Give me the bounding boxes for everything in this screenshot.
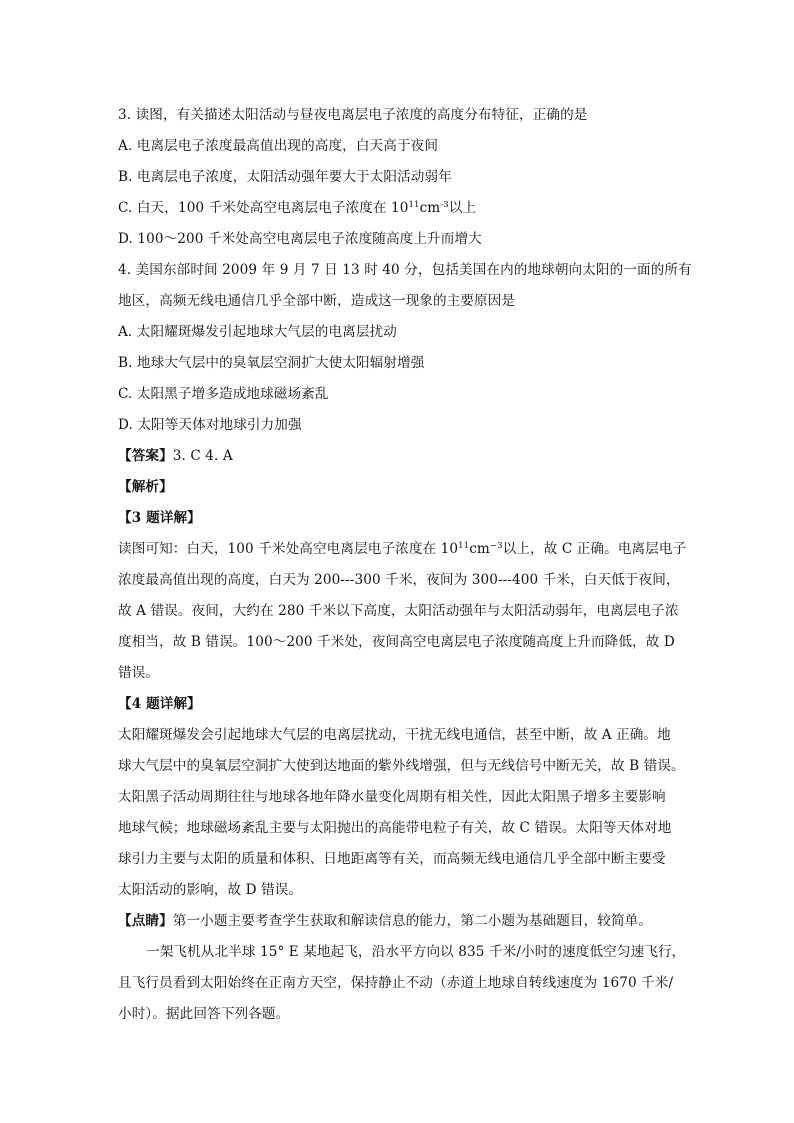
comment-line <box>118 906 678 937</box>
question-3-stem: 3. 读图，有关描述太阳活动与昼夜电离层电子浓度的高度分布特征，正确的是 <box>118 107 588 123</box>
detail-3-line-4: 度相当，故 B 错误。100～200 千米处，夜间高空电离层电子浓度随高度上升而降低，故 D <box>118 634 675 650</box>
detail-3-unit: cm <box>469 541 490 557</box>
detail-4-line-6: 太阳活动的影响，故 D 错误。 <box>118 882 303 898</box>
detail-4-label: 【4 题详解】 <box>118 696 201 712</box>
detail-4-line-4: 地球气候；地球磁场紊乱主要与太阳抛出的高能带电粒子有关，故 C 错误。太阳等天体对地 <box>118 820 672 836</box>
detail-4-line-1: 太阳耀斑爆发会引起地球大气层的电离层扰动，干扰无线电通信，甚至中断，故 A 正确。地 <box>118 727 671 743</box>
detail-3-exponent: 11 <box>458 541 470 551</box>
detail-3-line-1-tail: 以上，故 C 正确。电离层电子 <box>502 541 687 557</box>
question-3-option-c-exponent: 11 <box>408 200 420 210</box>
question-3-option-c-exponent-2: -3 <box>440 200 449 210</box>
answer-line <box>118 441 678 472</box>
detail-3-line-5: 错误。 <box>118 665 160 681</box>
question-3-option-b: B. 电离层电子浓度，太阳活动强年要大于太阳活动弱年 <box>118 169 452 185</box>
detail-4-line-3: 太阳黑子活动周期往往与地球各地年降水量变化周期有相关性，因此太阳黑子增多主要影响 <box>118 789 666 805</box>
detail-3-exponent-2: −3 <box>489 541 503 551</box>
detail-3-line-3: 故 A 错误。夜间，大约在 280 千米以下高度，太阳活动强年与太阳活动弱年，电离层电子浓 <box>118 603 679 619</box>
question-4-option-b: B. 地球大气层中的臭氧层空洞扩大使太阳辐射增强 <box>118 355 425 371</box>
detail-4-line-2: 球大气层中的臭氧层空洞扩大使到达地面的紫外线增强，但与无线信号中断无关，故 B 错误。 <box>118 758 685 774</box>
question-3-option-c-text: C. 白天，100 千米处高空电离层电子浓度在 10 <box>118 200 409 216</box>
question-4-option-a: A. 太阳耀斑爆发引起地球大气层的电离层扰动 <box>118 324 397 340</box>
question-4-stem-line-1: 4. 美国东部时间 2009 年 9 月 7 日 13 时 40 分，包括美国在内的地球朝向太阳的一面的所有 <box>118 262 692 278</box>
question-3-option-a: A. 电离层电子浓度最高值出现的高度，白天高于夜间 <box>118 138 439 154</box>
detail-4-line-5: 球引力主要与太阳的质量和体积、日地距离等有关，而高频无线电通信几乎全部中断主要受 <box>118 851 666 867</box>
next-intro-line-2: 且飞行员看到太阳始终在正南方天空，保持静止不动（赤道上地球自转线速度为 1670 千米/ <box>118 975 674 991</box>
next-intro-line-1: 一架飞机从北半球 15° E 某地起飞，沿水平方向以 835 千米/小时的速度低空匀速飞行， <box>146 944 686 960</box>
analysis-label: 【解析】 <box>118 479 173 495</box>
detail-3-label: 【3 题详解】 <box>118 510 201 526</box>
question-3-option-c-unit: cm <box>419 200 441 216</box>
question-3-option-c <box>118 193 678 224</box>
detail-3-line-1-text: 读图可知：白天，100 千米处高空电离层电子浓度在 10 <box>118 541 459 557</box>
question-3-option-c-tail: 以上 <box>448 200 477 216</box>
question-4-option-c: C. 太阳黑子增多造成地球磁场紊乱 <box>118 386 329 402</box>
comment-text: 第一小题主要考查学生获取和解读信息的能力，第二小题为基础题目，较简单。 <box>172 913 653 929</box>
question-4-stem-line-2: 地区，高频无线电通信几乎全部中断，造成这一现象的主要原因是 <box>118 293 516 309</box>
comment-label: 【点睛】 <box>118 913 173 929</box>
question-3-option-d: D. 100～200 千米处高空电离层电子浓度随高度上升而增大 <box>118 231 482 247</box>
answer-text: 3. C 4. A <box>172 448 233 464</box>
detail-3-line-1 <box>118 534 687 565</box>
next-intro-line-3: 小时）。据此回答下列各题。 <box>118 1006 290 1022</box>
answer-label: 【答案】 <box>118 448 173 464</box>
question-4-option-d: D. 太阳等天体对地球引力加强 <box>118 417 302 433</box>
detail-3-line-2: 浓度最高值出现的高度，白天为 200---300 千米，夜间为 300---400 千米，白天低于夜间， <box>118 572 680 588</box>
document-content <box>118 100 692 1030</box>
